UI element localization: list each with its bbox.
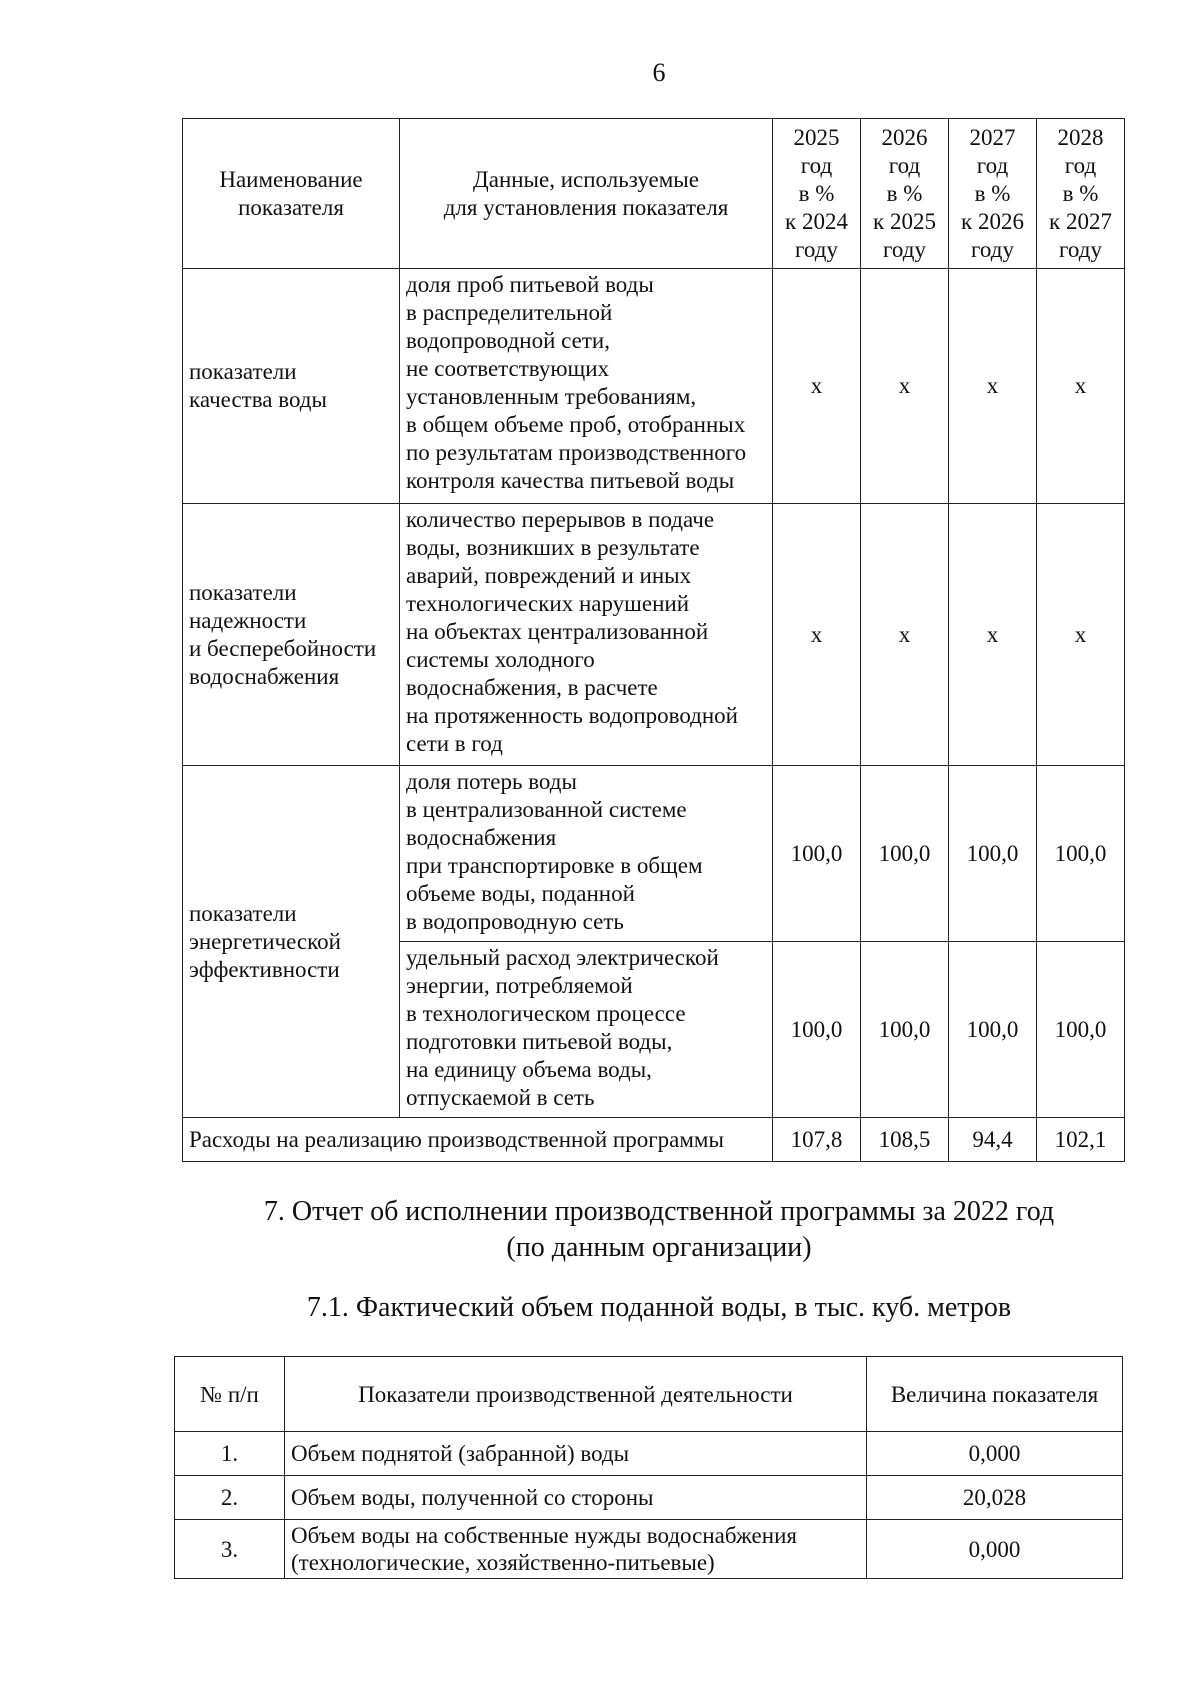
text-line: системы холодного <box>406 647 595 672</box>
row-number: 1. <box>175 1432 285 1476</box>
header-line: году <box>883 236 926 262</box>
value-cell: x <box>949 504 1037 766</box>
text-line: на объектах централизованной <box>406 619 709 644</box>
header-line: Данные, используемые <box>473 166 699 192</box>
value-cell: x <box>861 269 949 504</box>
text-line: по результатам производственного <box>406 440 747 465</box>
indicator-group-name <box>183 269 400 504</box>
header-line: к 2025 <box>873 208 936 234</box>
header-line: Наименование <box>219 166 363 192</box>
indicator-description <box>400 504 773 766</box>
text-line: надежности <box>189 607 307 633</box>
header-line: к 2024 <box>785 208 848 234</box>
table-row <box>183 269 1125 504</box>
text-line: Объем воды, полученной со стороны <box>291 1485 654 1510</box>
text-line: в технологическом процессе <box>406 1001 686 1026</box>
header-year-2027 <box>949 119 1037 269</box>
header-line: в % <box>1062 180 1099 206</box>
value-cell: x <box>949 269 1037 504</box>
text-line: воды, возникших в результате <box>406 535 700 560</box>
total-label: Расходы на реализацию производственной программы <box>183 1118 773 1162</box>
header-indicator-data <box>400 119 773 269</box>
text-line: установленным требованиям, <box>406 384 697 409</box>
text-line: сети в год <box>406 731 503 756</box>
header-line: год <box>1064 152 1097 178</box>
header-line: показателя <box>238 194 344 220</box>
row-value: 0,000 <box>867 1520 1123 1579</box>
row-indicator <box>285 1432 867 1476</box>
header-year-2026 <box>861 119 949 269</box>
text-line: показатели <box>189 359 297 384</box>
text-line: Объем воды на собственные нужды водоснабжения <box>291 1523 797 1548</box>
header-value: Величина показателя <box>867 1357 1123 1432</box>
value-cell: x <box>1037 504 1125 766</box>
text-line: подготовки питьевой воды, <box>406 1029 673 1054</box>
value-cell: 100,0 <box>773 942 861 1118</box>
text-line: энергии, потребляемой <box>406 973 633 998</box>
text-line: технологических нарушений <box>406 591 690 616</box>
text-line: Объем поднятой (забранной) воды <box>291 1441 630 1466</box>
row-value: 20,028 <box>867 1476 1123 1520</box>
value-cell: 100,0 <box>861 766 949 942</box>
text-line: при транспортировке в общем <box>406 853 703 878</box>
header-indicator: Показатели производственной деятельности <box>285 1357 867 1432</box>
text-line: водоснабжения, в расчете <box>406 675 658 700</box>
text-line: водоснабжения <box>189 663 340 689</box>
header-line: 2025 <box>793 124 840 150</box>
total-value: 102,1 <box>1037 1118 1125 1162</box>
text-line: аварий, повреждений и иных <box>406 563 692 588</box>
text-line: показатели <box>189 579 297 605</box>
text-line: энергетической <box>189 928 341 954</box>
text-line: и бесперебойности <box>189 635 377 661</box>
text-line: водопроводной сети, <box>406 328 610 353</box>
value-cell: 100,0 <box>949 766 1037 942</box>
heading-line: (по данным организации) <box>506 1232 812 1263</box>
table-row <box>175 1432 1123 1476</box>
header-line: 2027 <box>969 124 1016 150</box>
text-line: контроля качества питьевой воды <box>406 468 735 493</box>
row-value: 0,000 <box>867 1432 1123 1476</box>
table-row <box>175 1476 1123 1520</box>
value-cell: 100,0 <box>949 942 1037 1118</box>
text-line: в водопроводную сеть <box>406 909 624 934</box>
header-line: году <box>971 236 1014 262</box>
header-line: 2028 <box>1057 124 1104 150</box>
section-7-heading <box>0 1194 1200 1266</box>
header-year-2028 <box>1037 119 1125 269</box>
text-line: эффективности <box>189 956 340 982</box>
indicator-description <box>400 942 773 1118</box>
row-number: 2. <box>175 1476 285 1520</box>
value-cell: 100,0 <box>1037 766 1125 942</box>
value-cell: x <box>773 504 861 766</box>
text-line: доля проб питьевой воды <box>406 272 654 297</box>
header-line: к 2027 <box>1049 208 1112 234</box>
water-volume-table <box>174 1356 1123 1579</box>
text-line: не соответствующих <box>406 356 610 381</box>
text-line: доля потерь воды <box>406 769 577 794</box>
text-line: в общем объеме проб, отобранных <box>406 412 746 437</box>
total-row <box>183 1118 1125 1162</box>
indicator-description <box>400 269 773 504</box>
total-value: 107,8 <box>773 1118 861 1162</box>
page-number: 6 <box>652 58 666 87</box>
table-header-row <box>183 119 1125 269</box>
text-line: удельный расход электрической <box>406 945 719 970</box>
header-line: в % <box>798 180 835 206</box>
total-value: 108,5 <box>861 1118 949 1162</box>
text-line: на единицу объема воды, <box>406 1057 652 1082</box>
header-line: для установления показателя <box>443 194 729 220</box>
table-row <box>183 766 1125 942</box>
header-number: № п/п <box>175 1357 285 1432</box>
text-line: на протяженность водопроводной <box>406 703 738 728</box>
text-line: показатели <box>189 900 297 926</box>
header-line: году <box>1059 236 1102 262</box>
text-line: отпускаемой в сеть <box>406 1085 595 1110</box>
total-value: 94,4 <box>949 1118 1037 1162</box>
text-line: в распределительной <box>406 300 613 325</box>
header-line: год <box>800 152 833 178</box>
row-indicator <box>285 1520 867 1579</box>
indicator-description <box>400 766 773 942</box>
text-line: (технологические, хозяйственно-питьевые) <box>291 1550 715 1575</box>
value-cell: 100,0 <box>1037 942 1125 1118</box>
production-program-indicators-table <box>182 118 1125 1162</box>
value-cell: x <box>773 269 861 504</box>
heading-line: 7. Отчет об исполнении производственной программы за 2022 год <box>263 1196 1055 1227</box>
row-number: 3. <box>175 1520 285 1579</box>
text-line: водоснабжения <box>406 825 557 850</box>
text-line: объеме воды, поданной <box>406 881 635 906</box>
value-cell: 100,0 <box>773 766 861 942</box>
value-cell: 100,0 <box>861 942 949 1118</box>
text-line: количество перерывов в подаче <box>406 507 715 532</box>
header-line: в % <box>886 180 923 206</box>
value-cell: x <box>861 504 949 766</box>
indicator-group-name <box>183 766 400 1118</box>
text-line: в централизованной системе <box>406 797 687 822</box>
header-line: 2026 <box>881 124 928 150</box>
header-line: к 2026 <box>961 208 1024 234</box>
indicator-group-name <box>183 504 400 766</box>
header-year-2025 <box>773 119 861 269</box>
table-row <box>175 1520 1123 1579</box>
value-cell: x <box>1037 269 1125 504</box>
text-line: качества воды <box>189 387 327 412</box>
row-indicator <box>285 1476 867 1520</box>
header-indicator-name <box>183 119 400 269</box>
header-line: год <box>976 152 1009 178</box>
header-line: году <box>795 236 838 262</box>
header-line: в % <box>974 180 1011 206</box>
header-line: год <box>888 152 921 178</box>
table-header-row <box>175 1357 1123 1432</box>
section-7-1-heading: 7.1. Фактический объем поданной воды, в тыс. куб. метров <box>306 1292 1012 1323</box>
table-row <box>183 504 1125 766</box>
